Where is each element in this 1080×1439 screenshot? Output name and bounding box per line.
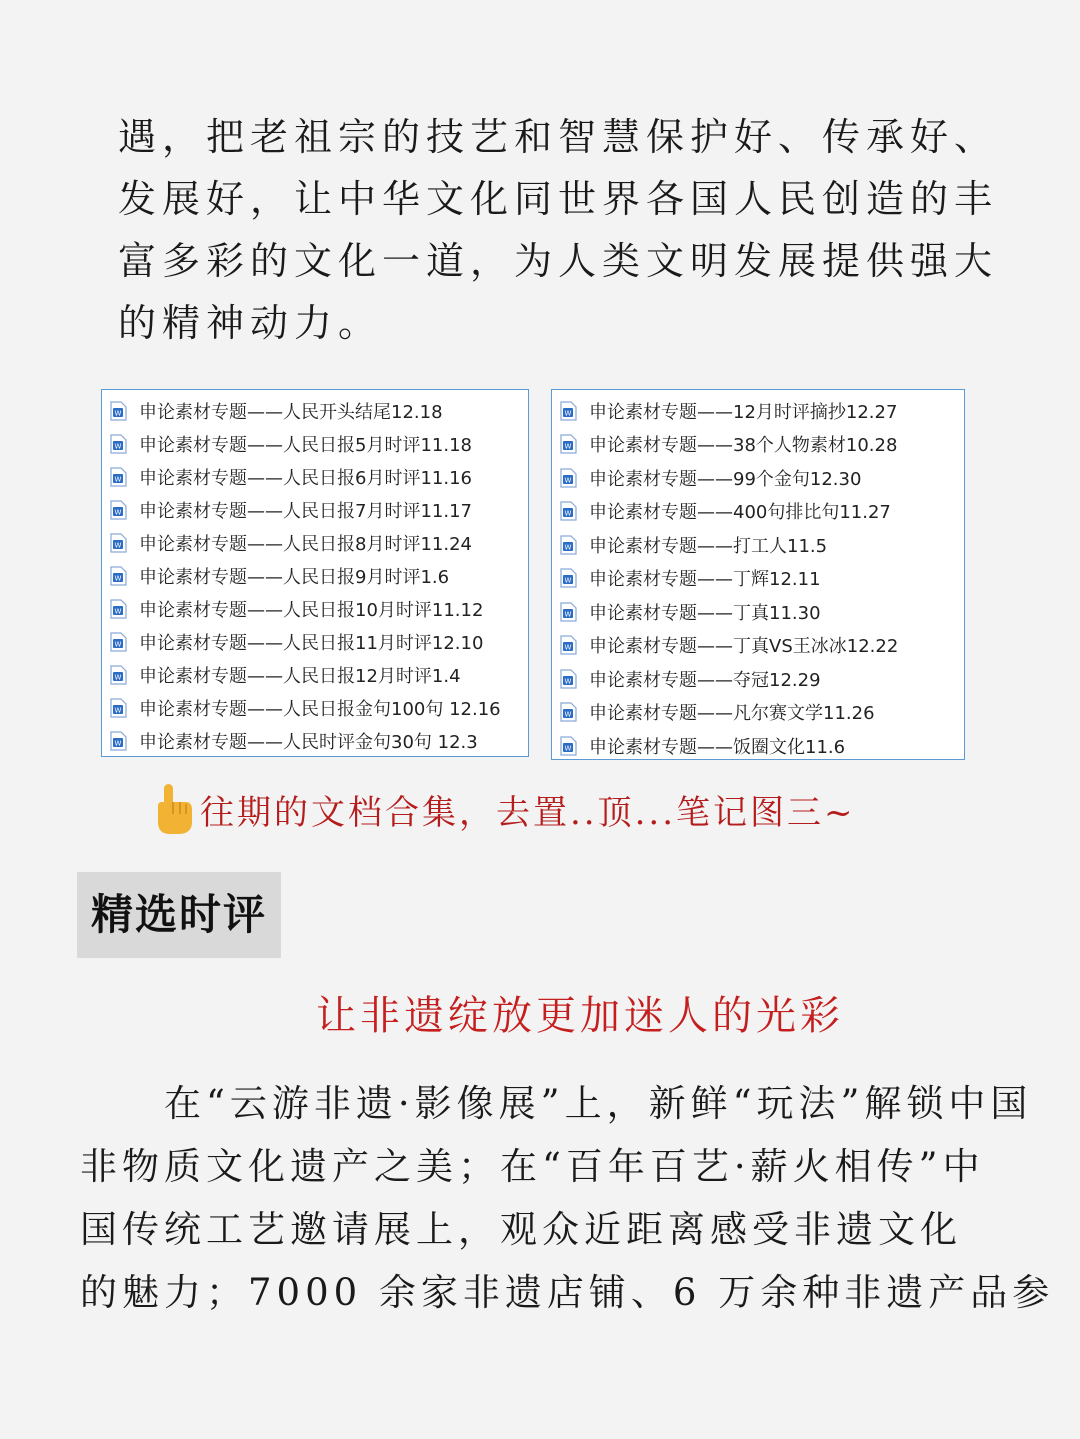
word-document-icon — [110, 467, 127, 487]
word-document-icon — [560, 501, 577, 521]
file-name: 申论素材专题——人民日报5月时评11.18 — [139, 434, 472, 456]
file-item[interactable] — [102, 625, 528, 658]
svg-text:W: W — [564, 476, 572, 485]
file-item[interactable] — [102, 526, 528, 559]
file-name: 申论素材专题——人民日报6月时评11.16 — [139, 467, 472, 489]
file-item[interactable] — [102, 724, 528, 757]
svg-text:W: W — [114, 640, 122, 648]
word-document-icon — [560, 568, 577, 588]
intro-line: 发展好，让中华文化同世界各国人民创造的丰 — [118, 177, 999, 221]
svg-text:W: W — [114, 442, 122, 450]
pointing-hand-icon — [150, 780, 196, 838]
file-item[interactable] — [102, 493, 528, 526]
svg-text:W: W — [564, 576, 572, 585]
file-item[interactable] — [102, 592, 528, 625]
intro-line: 遇，把老祖宗的技艺和智慧保护好、传承好、 — [118, 115, 999, 159]
file-name: 申论素材专题——打工人11.5 — [589, 535, 828, 557]
file-name: 申论素材专题——38个人物素材10.28 — [589, 435, 898, 457]
file-name: 申论素材专题——人民开头结尾12.18 — [139, 401, 443, 423]
word-document-icon — [560, 535, 577, 555]
file-item[interactable] — [552, 696, 964, 730]
collection-caption — [150, 780, 856, 838]
svg-text:W: W — [114, 706, 122, 714]
svg-text:W: W — [114, 574, 122, 582]
file-item[interactable] — [552, 394, 964, 428]
file-name: 申论素材专题——丁辉12.11 — [589, 569, 821, 591]
file-name: 申论素材专题——饭圈文化11.6 — [589, 736, 846, 758]
file-item[interactable] — [102, 460, 528, 493]
file-item[interactable] — [552, 595, 964, 629]
file-item[interactable] — [552, 495, 964, 529]
file-item[interactable] — [552, 428, 964, 462]
word-document-icon — [110, 401, 127, 421]
file-name: 申论素材专题——99个金句12.30 — [589, 468, 862, 490]
intro-paragraph — [118, 106, 998, 354]
word-document-icon — [110, 566, 127, 586]
file-item[interactable] — [102, 427, 528, 460]
file-name: 申论素材专题——凡尔赛文学11.26 — [589, 703, 875, 725]
intro-line: 富多彩的文化一道，为人类文明发展提供强大 — [118, 239, 999, 283]
svg-text:W: W — [564, 543, 572, 552]
word-document-icon — [110, 533, 127, 553]
svg-text:W: W — [114, 541, 122, 549]
word-document-icon — [110, 599, 127, 619]
file-name: 申论素材专题——人民日报金句100句 12.16 — [139, 698, 501, 720]
svg-text:W: W — [564, 677, 572, 686]
article-line: 在“云游非遗·影像展”上，新鲜“玩法”解锁中国 — [164, 1082, 1033, 1125]
file-item[interactable] — [102, 559, 528, 592]
file-item[interactable] — [552, 461, 964, 495]
file-name: 申论素材专题——人民日报8月时评11.24 — [139, 533, 472, 555]
caption-text: 往期的文档合集，去置..顶...笔记图三~ — [200, 792, 856, 833]
word-document-icon — [560, 702, 577, 722]
svg-text:W: W — [114, 739, 122, 747]
word-document-icon — [560, 401, 577, 421]
word-document-icon — [560, 468, 577, 488]
svg-text:W: W — [564, 744, 572, 753]
svg-text:W: W — [564, 610, 572, 619]
word-document-icon — [560, 434, 577, 454]
file-name: 申论素材专题——人民日报9月时评1.6 — [139, 566, 450, 588]
file-item[interactable] — [552, 528, 964, 562]
file-item[interactable] — [552, 729, 964, 763]
word-document-icon — [560, 736, 577, 756]
word-document-icon — [110, 500, 127, 520]
svg-text:W: W — [564, 643, 572, 652]
svg-text:W: W — [114, 508, 122, 516]
file-name: 申论素材专题——人民日报12月时评1.4 — [139, 665, 461, 687]
file-item[interactable] — [102, 394, 528, 427]
file-item[interactable] — [102, 658, 528, 691]
intro-line: 的精神动力。 — [118, 301, 383, 345]
svg-text:W: W — [114, 475, 122, 483]
article-line: 非物质文化遗产之美；在“百年百艺·薪火相传”中 — [80, 1145, 985, 1188]
file-list-left — [101, 389, 529, 757]
article-line: 的魅力；7000 余家非遗店铺、6 万余种非遗产品参 — [80, 1271, 1055, 1314]
file-name: 申论素材专题——人民时评金句30句 12.3 — [139, 731, 478, 753]
svg-text:W: W — [564, 442, 572, 451]
word-document-icon — [110, 434, 127, 454]
word-document-icon — [110, 698, 127, 718]
word-document-icon — [560, 635, 577, 655]
file-name: 申论素材专题——人民日报11月时评12.10 — [139, 632, 484, 654]
svg-text:W: W — [114, 673, 122, 681]
article-body — [80, 1072, 1055, 1324]
word-document-icon — [560, 669, 577, 689]
section-label: 精选时评 — [77, 872, 281, 958]
file-name: 申论素材专题——丁真VS王冰冰12.22 — [589, 636, 899, 658]
file-name: 申论素材专题——人民日报7月时评11.17 — [139, 500, 472, 522]
file-name: 申论素材专题——400句排比句11.27 — [589, 502, 891, 524]
file-list-right — [551, 389, 965, 760]
file-item[interactable] — [552, 629, 964, 663]
svg-text:W: W — [114, 607, 122, 615]
article-line: 国传统工艺邀请展上，观众近距离感受非遗文化 — [80, 1208, 962, 1251]
svg-text:W: W — [114, 409, 122, 417]
svg-text:W: W — [564, 710, 572, 719]
svg-text:W: W — [564, 409, 572, 418]
file-name: 申论素材专题——丁真11.30 — [589, 602, 821, 624]
word-document-icon — [110, 665, 127, 685]
file-name: 申论素材专题——夺冠12.29 — [589, 669, 821, 691]
word-document-icon — [110, 632, 127, 652]
article-title: 让非遗绽放更加迷人的光彩 — [316, 993, 844, 1039]
word-document-icon — [560, 602, 577, 622]
file-item[interactable] — [552, 662, 964, 696]
svg-text:W: W — [564, 509, 572, 518]
file-item[interactable] — [102, 691, 528, 724]
file-name: 申论素材专题——12月时评摘抄12.27 — [589, 401, 898, 423]
file-item[interactable] — [552, 562, 964, 596]
word-document-icon — [110, 731, 127, 751]
file-name: 申论素材专题——人民日报10月时评11.12 — [139, 599, 484, 621]
